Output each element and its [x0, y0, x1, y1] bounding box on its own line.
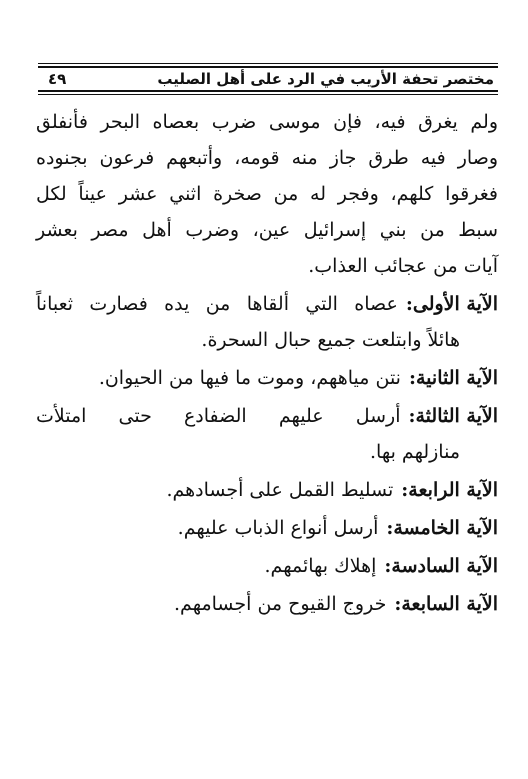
book-title: مختصر تحفة الأريب في الرد على أهل الصليب — [157, 70, 494, 88]
paragraph-line: فغرقوا كلهم، وفجر له من صخرة اثني عشر عيناً لكل — [36, 183, 498, 205]
sign-label: الآية الثالثة: — [408, 405, 498, 427]
sign-label: الآية الرابعة: — [401, 479, 498, 501]
sign-text-continuation: منازلهم بها. — [370, 441, 460, 463]
sign-text: خروج القيوح من أجسامهم. — [174, 593, 387, 615]
sign-item-1 — [36, 286, 498, 322]
intro-paragraph — [36, 104, 498, 284]
sign-item-5 — [36, 510, 498, 546]
sign-text-line: عصاه التي ألقاها من يده فصارت ثعباناً — [36, 293, 398, 315]
sign-item-3 — [36, 398, 498, 434]
sign-text: نتن مياههم، وموت ما فيها من الحيوان. — [98, 367, 401, 389]
sign-label: الآية السابعة: — [394, 593, 498, 615]
sign-text-continuation: هائلاً وابتلعت جميع حبال السحرة. — [201, 329, 460, 351]
paragraph-line: آيات من عجائب العذاب. — [308, 255, 498, 277]
sign-item-7 — [36, 586, 498, 622]
sign-text-line: أرسل عليهم الضفادع حتى امتلأت — [36, 405, 401, 427]
running-header — [38, 63, 498, 95]
sign-label: الآية الخامسة: — [386, 517, 498, 539]
sign-text: إهلاك بهائمهم. — [264, 555, 377, 577]
sign-item-6 — [36, 548, 498, 584]
page-number: ٤٩ — [48, 70, 67, 88]
paragraph-line: وصار فيه طرق جاز منه قومه، وأتبعهم فرعون بجنوده — [36, 147, 498, 169]
sign-text — [36, 286, 398, 322]
paragraph-line: ولم يغرق فيه، فإن موسى ضرب بعصاه البحر فأنفلق — [36, 111, 498, 133]
paragraph-line: سبط من بني إسرائيل عين، وضرب أهل مصر بعشر — [36, 219, 498, 241]
sign-label: الآية الأولى: — [405, 293, 498, 315]
page-body — [36, 104, 498, 622]
sign-text: أرسل أنواع الذباب عليهم. — [177, 517, 379, 539]
sign-label: الآية الثانية: — [408, 367, 498, 389]
sign-text: تسليط القمل على أجسادهم. — [166, 479, 394, 501]
sign-label: الآية السادسة: — [384, 555, 498, 577]
sign-text — [36, 398, 400, 434]
sign-item-2 — [36, 360, 498, 396]
sign-item-4 — [36, 472, 498, 508]
